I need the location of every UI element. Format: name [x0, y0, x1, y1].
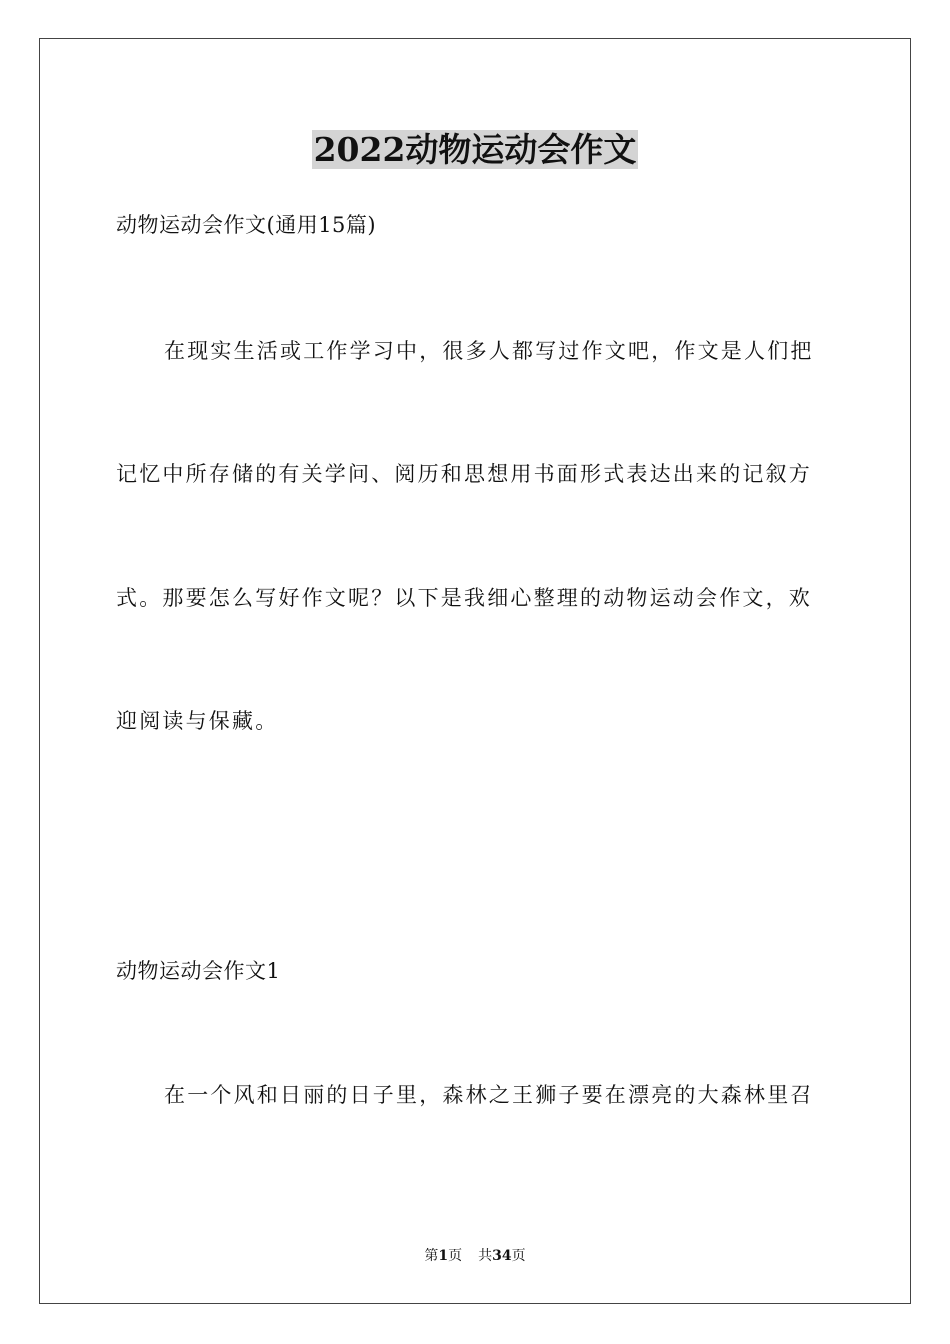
- document-subtitle: 动物运动会作文(通用15篇): [116, 213, 377, 237]
- intro-paragraph-line-3: 式。那要怎么写好作文呢？以下是我细心整理的动物运动会作文，欢: [116, 586, 812, 610]
- intro-paragraph-line-4: 迎阅读与保藏。: [116, 709, 279, 733]
- intro-paragraph-line-1: 在现实生活或工作学习中，很多人都写过作文吧，作文是人们把: [164, 339, 814, 363]
- footer-page-number: 1: [438, 1248, 449, 1264]
- footer-page-suffix: 页: [448, 1248, 463, 1264]
- footer-page-prefix: 第: [424, 1248, 439, 1264]
- section-heading: 动物运动会作文1: [116, 959, 281, 983]
- footer-total-pages: 34: [492, 1248, 512, 1264]
- page-footer: [0, 1246, 950, 1266]
- footer-total-suffix: 页: [511, 1248, 526, 1264]
- intro-paragraph-line-2: 记忆中所存储的有关学问、阅历和思想用书面形式表达出来的记叙方: [116, 462, 812, 486]
- section-paragraph-line-1: 在一个风和日丽的日子里，森林之王狮子要在漂亮的大森林里召: [164, 1083, 814, 1107]
- document-title-text: 2022动物运动会作文: [313, 130, 637, 169]
- document-title: [0, 128, 950, 172]
- footer-total-prefix: 共: [478, 1248, 493, 1264]
